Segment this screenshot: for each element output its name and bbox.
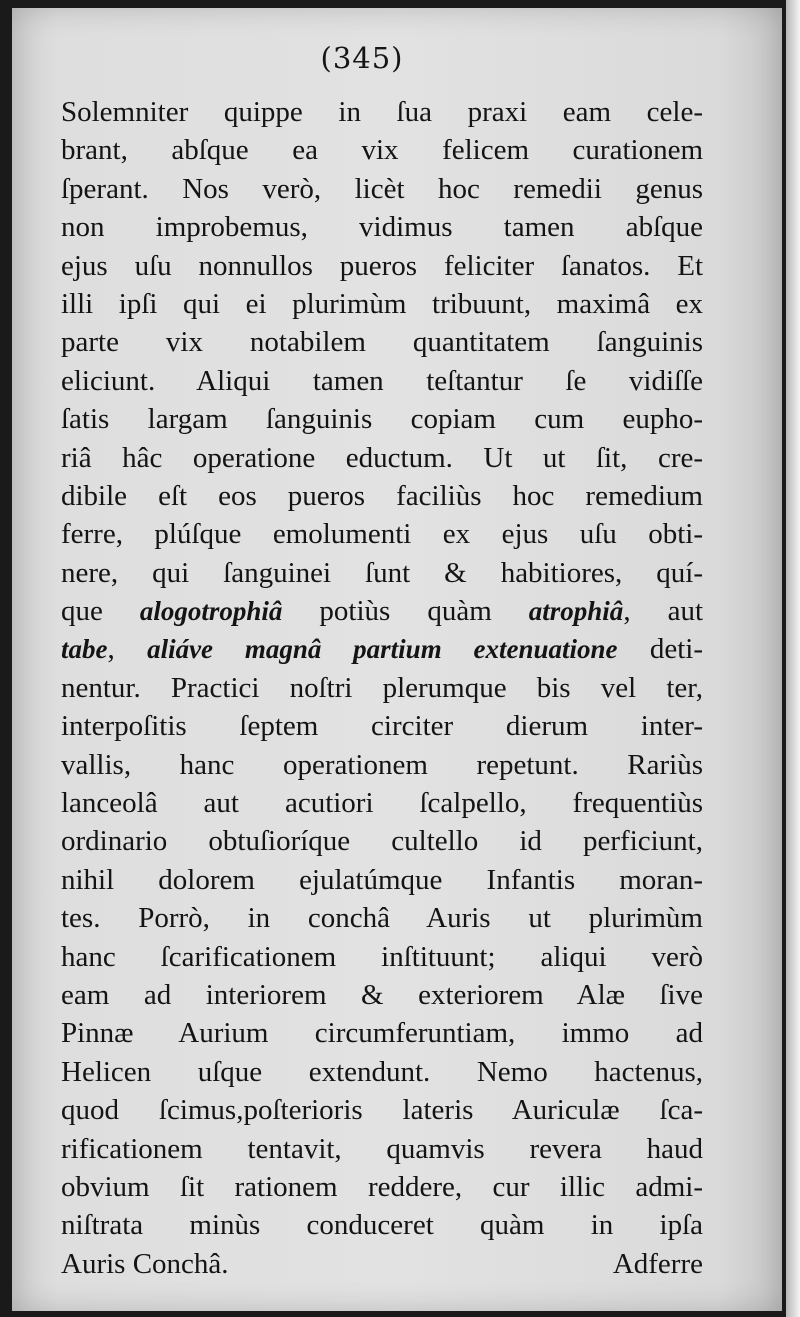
text-line: quod ſcimus,poſterioris lateris Auriculæ ſca-	[61, 1094, 703, 1127]
text-line: ferre, plúſque emolumenti ex ejus uſu obti-	[61, 518, 703, 551]
text-line: Solemniter quippe in ſua praxi eam cele-	[61, 96, 703, 128]
text-line: Pinnæ Aurium circumferuntiam, immo ad	[61, 1017, 703, 1050]
book-gutter	[786, 0, 800, 1317]
text-line: ſatis largam ſanguinis copiam cum eupho-	[61, 403, 703, 436]
italic-term: tabe	[61, 634, 108, 665]
text-line: tabe, aliáve magnâ partium extenuatione deti-	[61, 633, 703, 666]
text-line: eam ad interiorem & exteriorem Alæ ſive	[61, 978, 703, 1011]
text-line: dibile eſt eos pueros faciliùs hoc remedium	[61, 479, 703, 512]
italic-term: alogotrophiâ	[139, 596, 283, 627]
text-line: obvium ſit rationem reddere, cur illic admi-	[61, 1170, 703, 1203]
text-line: interpoſitis ſeptem circiter dierum inter-	[61, 710, 703, 743]
text-line: ejus uſu nonnullos pueros feliciter ſanatos. Et	[61, 249, 703, 282]
text-line: nentur. Practici noſtri plerumque bis vel ter,	[61, 671, 703, 704]
text-line: Helicen uſque extendunt. Nemo hactenus,	[61, 1055, 703, 1088]
text-line: ſperant. Nos verò, licèt hoc remedii genus	[61, 172, 703, 205]
last-text-line	[61, 1245, 703, 1283]
text-line: riâ hâc operatione eductum. Ut ut ſit, cre-	[61, 441, 703, 474]
text-line: tes. Porrò, in conchâ Auris ut plurimùm	[61, 902, 703, 935]
text-line: niſtrata minùs conduceret quàm in ipſa	[61, 1209, 703, 1242]
catchword: Adferre	[612, 1247, 703, 1280]
text-line: vallis, hanc operationem repetunt. Rariùs	[61, 748, 703, 781]
body-text	[61, 93, 703, 1283]
text-line: illi ipſi qui ei plurimùm tribuunt, maximâ ex	[61, 287, 703, 320]
text-line: lanceolâ aut acutiori ſcalpello, frequentiùs	[61, 787, 703, 820]
text-line: eliciunt. Aliqui tamen teſtantur ſe vidiſſe	[61, 364, 703, 397]
text-line: hanc ſcarificationem inſtituunt; aliqui verò	[61, 940, 703, 973]
text-line: brant, abſque ea vix felicem curationem	[61, 134, 703, 167]
text-line: nihil dolorem ejulatúmque Infantis moran-	[61, 863, 703, 896]
italic-term: aliáve magnâ partium extenuatione	[147, 634, 618, 665]
closing-phrase: Auris Conchâ.	[61, 1247, 229, 1280]
text-line: nere, qui ſanguinei ſunt & habitiores, quí-	[61, 556, 703, 589]
book-page	[12, 8, 782, 1311]
text-line: parte vix notabilem quantitatem ſanguinis	[61, 326, 703, 359]
text-line: non improbemus, vidimus tamen abſque	[61, 211, 703, 244]
page-number: (345)	[320, 41, 404, 75]
italic-term: atrophiâ	[528, 596, 624, 627]
text-line: rificationem tentavit, quamvis revera haud	[61, 1132, 703, 1165]
text-line: ordinario obtuſioríque cultello id perficiunt,	[61, 825, 703, 858]
text-line: que alogotrophiâ potiùs quàm atrophiâ, aut	[61, 595, 703, 628]
